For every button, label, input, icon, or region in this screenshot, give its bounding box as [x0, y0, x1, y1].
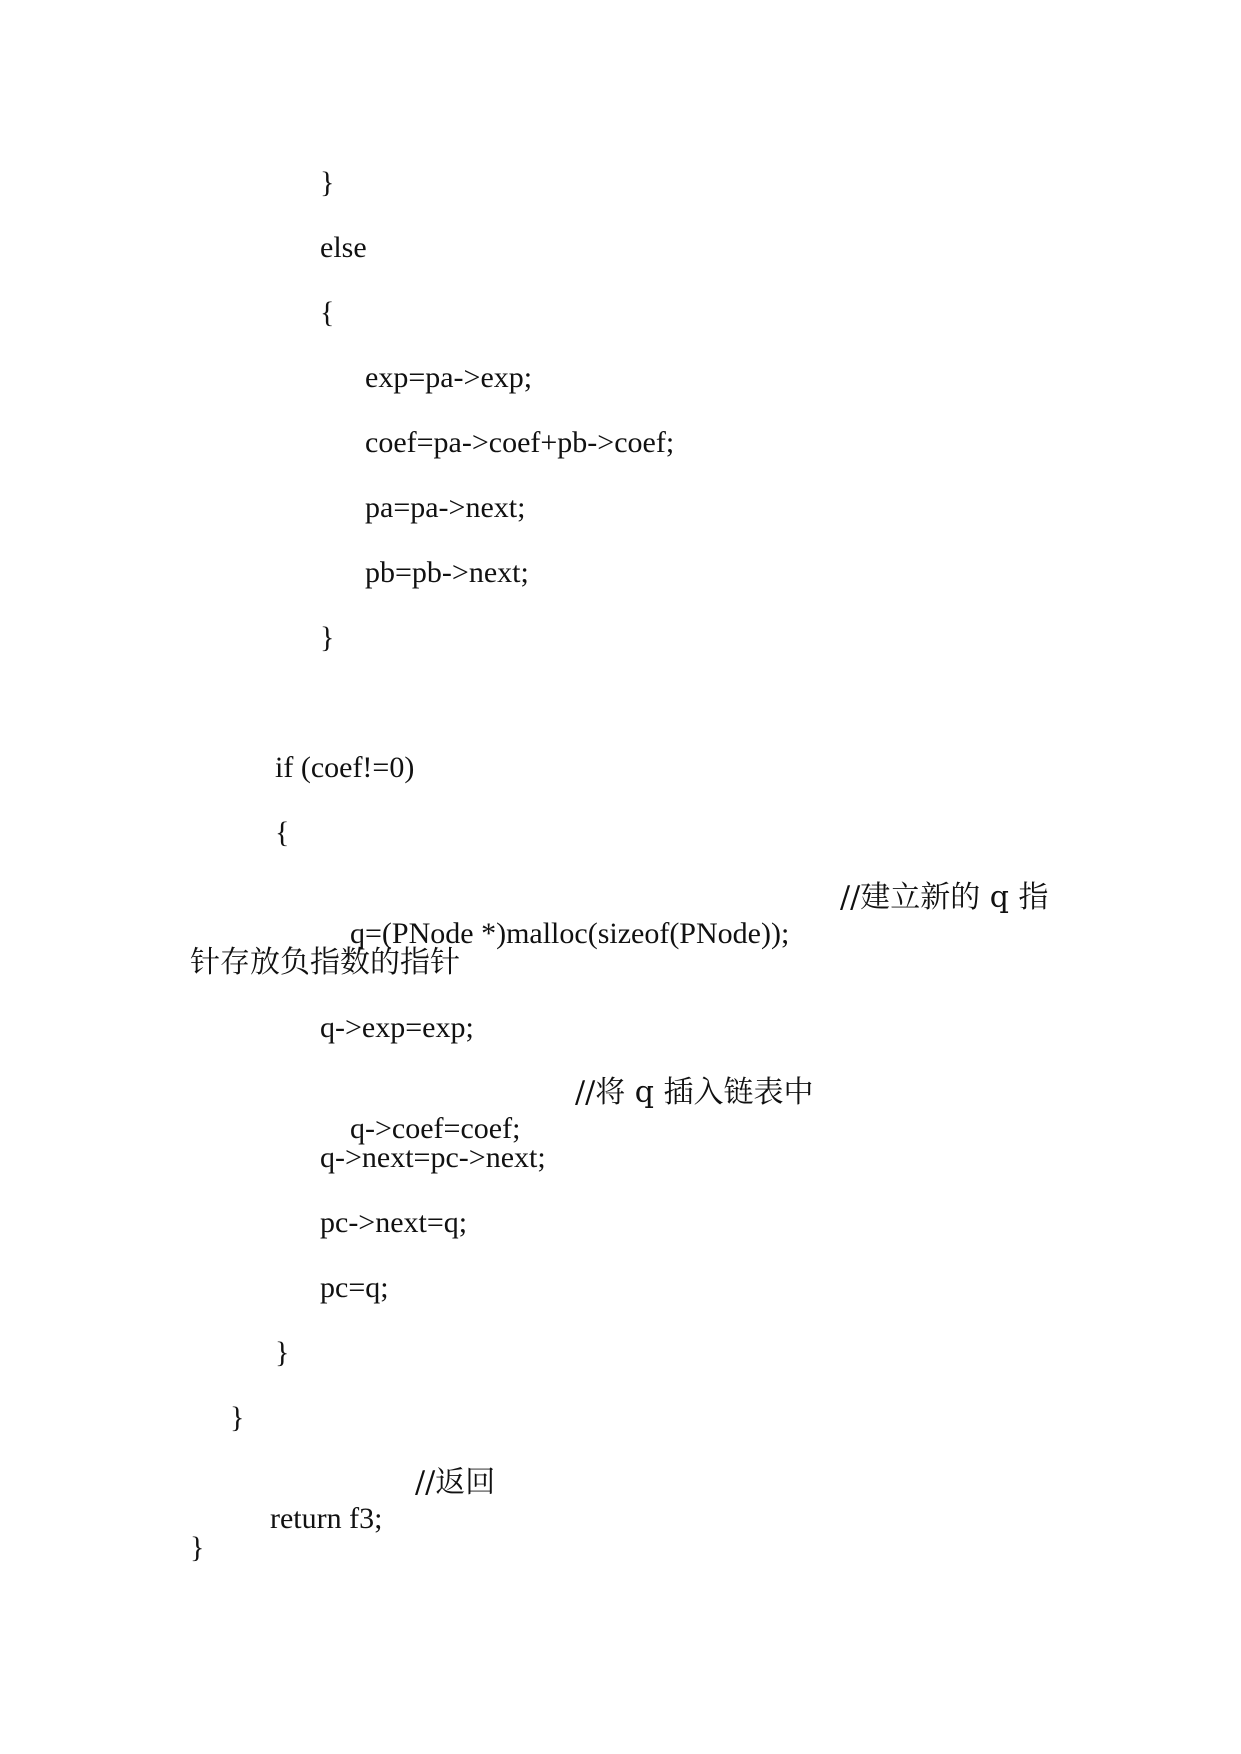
code-line-pb-next: pb=pb->next; — [365, 556, 529, 589]
code-line-return — [240, 1465, 496, 1609]
code-line-pc-assign: pc=q; — [320, 1271, 389, 1304]
code-line-q-next: q->next=pc->next; — [320, 1141, 546, 1174]
code-line-close-brace: } — [275, 1336, 290, 1369]
code-line-close-brace: } — [320, 166, 335, 199]
code-line-else: else — [320, 231, 367, 264]
code-comment-continuation: 针存放负指数的指针 — [190, 945, 460, 980]
code-line-pa-next: pa=pa->next; — [365, 491, 526, 524]
code-text: q->coef=coef; — [350, 1112, 521, 1145]
code-line-exp-assign: exp=pa->exp; — [365, 361, 533, 394]
code-line-coef-assign: coef=pa->coef+pb->coef; — [365, 426, 675, 459]
code-comment: //返回 — [415, 1465, 496, 1500]
code-line-open-brace: { — [320, 296, 335, 329]
code-text: q=(PNode *)malloc(sizeof(PNode)); — [350, 917, 790, 950]
code-text: return f3; — [270, 1502, 383, 1535]
code-line-pc-next: pc->next=q; — [320, 1206, 468, 1239]
code-comment: //将 q 插入链表中 — [575, 1075, 814, 1110]
code-line-close-brace: } — [320, 621, 335, 654]
code-comment: //建立新的 q 指 — [840, 880, 1049, 915]
code-line-open-brace: { — [275, 816, 290, 849]
code-line-close-brace: } — [190, 1531, 205, 1564]
code-line-close-brace: } — [230, 1401, 245, 1434]
code-line-if-coef: if (coef!=0) — [275, 751, 415, 784]
code-line-q-exp: q->exp=exp; — [320, 1011, 474, 1044]
